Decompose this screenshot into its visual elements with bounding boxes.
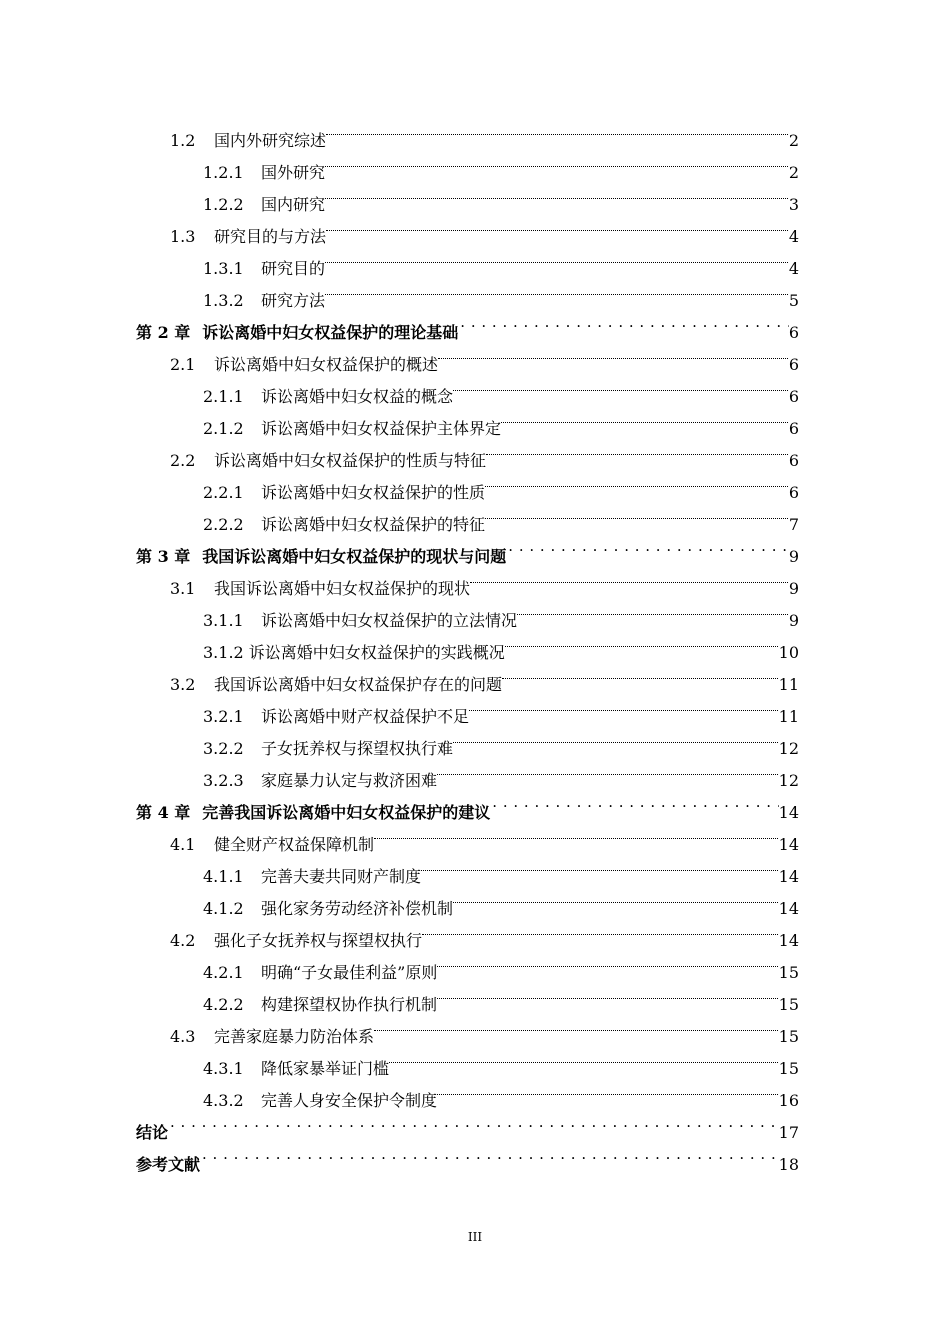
toc-row[interactable] [0,1042,950,1078]
toc-page-number: 11 [778,707,799,726]
toc-dot-leader [325,242,789,274]
toc-dot-leader [490,786,778,818]
toc-entry-number: 2.2.2 [203,515,244,534]
toc-entry-number: 1.3 [170,227,196,246]
toc-entry-number: 1.2 [170,131,196,150]
toc-entry-title: 子女抚养权与探望权执行难 [261,739,454,758]
toc-entry-title: 国内研究 [261,195,326,214]
toc-dot-leader [168,1106,779,1138]
toc-entry-title: 完善人身安全保护令制度 [261,1091,438,1110]
toc-row[interactable] [0,562,950,598]
toc-entry-title: 我国诉讼离婚中妇女权益保护的现状与问题 [202,547,507,566]
toc-entry-number: 4.2.1 [203,963,244,982]
toc-entry-number: 2.1.2 [203,419,244,438]
toc-page-number: 14 [778,867,799,886]
toc-entry-number: 1.3.2 [203,291,244,310]
toc-entry-title: 结论 [136,1123,169,1142]
toc-dot-leader [469,690,779,722]
toc-row[interactable] [0,786,950,822]
toc-page-number: 5 [788,291,799,310]
toc-entry-title: 强化家务劳动经济补偿机制 [261,899,454,918]
toc-dot-leader [453,722,779,754]
toc-dot-leader [421,850,779,882]
toc-entry-title: 诉讼离婚中妇女权益保护的特征 [261,515,486,534]
toc-page-number: 6 [788,419,799,438]
toc-page-number: 18 [778,1155,799,1174]
toc-page-number: 14 [778,899,799,918]
toc-row[interactable] [0,146,950,182]
toc-dot-leader [505,626,779,658]
toc-dot-leader [438,338,789,370]
toc-page-number: 4 [788,227,799,246]
toc-entry-number: 4.3 [170,1027,196,1046]
toc-row[interactable] [0,306,950,342]
toc-page-number: 6 [788,387,799,406]
toc-page-number: 14 [778,803,799,822]
toc-entry-number: 4.1.1 [203,867,244,886]
toc-dot-leader [502,658,779,690]
toc-dot-leader [506,530,789,562]
toc-row[interactable] [0,1010,950,1046]
toc-dot-leader [453,370,789,402]
toc-entry-number: 1.2.2 [203,195,244,214]
toc-entry-number: 3.2.1 [203,707,244,726]
toc-entry-number: 第 3 章 [136,547,191,566]
toc-row[interactable] [0,914,950,950]
toc-row[interactable] [0,338,950,374]
toc-dot-leader [326,210,789,242]
toc-row[interactable] [0,658,950,694]
toc-row[interactable] [0,498,950,534]
toc-page-number: 15 [778,1027,799,1046]
toc-entry-title: 我国诉讼离婚中妇女权益保护存在的问题 [214,675,503,694]
toc-row[interactable] [0,242,950,278]
toc-entry-number: 3.1.1 [203,611,244,630]
toc-dot-leader [437,754,779,786]
toc-entry-title: 降低家暴举证门槛 [261,1059,390,1078]
toc-row[interactable] [0,722,950,758]
toc-entry-title: 完善夫妻共同财产制度 [261,867,422,886]
toc-page-number: 17 [778,1123,799,1142]
toc-entry-title: 研究目的 [261,259,326,278]
toc-row[interactable] [0,114,950,150]
toc-page-number: 3 [788,195,799,214]
toc-page-number: 12 [778,739,799,758]
toc-entry-number: 第 2 章 [136,323,191,342]
toc-row[interactable] [0,178,950,214]
toc-dot-leader [374,1010,779,1042]
toc-row[interactable] [0,210,950,246]
toc-dot-leader [501,402,789,434]
toc-entry-number: 2.1.1 [203,387,244,406]
toc-row[interactable] [0,626,950,662]
toc-entry-number: 2.2.1 [203,483,244,502]
toc-page-number: 6 [788,323,799,342]
toc-entry[interactable] [136,1138,799,1181]
toc-page-number: 12 [778,771,799,790]
toc-entry-title: 家庭暴力认定与救济困难 [261,771,438,790]
toc-page-number: 6 [788,451,799,470]
toc-entry-title: 诉讼离婚中妇女权益保护的性质与特征 [214,451,487,470]
toc-entry-title: 明确“子女最佳利益”原则 [261,963,438,982]
toc-entry-title: 国外研究 [261,163,326,182]
toc-row[interactable] [0,530,950,566]
toc-dot-leader [389,1042,779,1074]
toc-row[interactable] [0,946,950,982]
toc-entry-number: 4.1.2 [203,899,244,918]
toc-page-number: 4 [788,259,799,278]
toc-page-number: 15 [778,995,799,1014]
toc-dot-leader [517,594,789,626]
toc-dot-leader [325,146,789,178]
toc-entry-number: 1.3.1 [203,259,244,278]
toc-row[interactable] [0,978,950,1014]
toc-entry-number: 3.2.2 [203,739,244,758]
toc-dot-leader [437,1074,779,1106]
toc-entry-title: 诉讼离婚中妇女权益保护的性质 [261,483,486,502]
toc-row[interactable] [0,370,950,406]
toc-dot-leader [437,946,778,978]
toc-entry-title: 强化子女抚养权与探望权执行 [214,931,423,950]
toc-row[interactable] [0,754,950,790]
toc-row[interactable] [0,402,950,438]
toc-row[interactable] [0,434,950,470]
toc-entry-number: 4.2 [170,931,196,950]
toc-page-number: 6 [788,483,799,502]
toc-entry-number: 2.2 [170,451,196,470]
toc-entry-title: 诉讼离婚中妇女权益的概念 [261,387,454,406]
toc-page-number: 11 [778,675,799,694]
toc-page-number: 15 [778,1059,799,1078]
toc-entry-title: 诉讼离婚中妇女权益保护主体界定 [261,419,502,438]
toc-row[interactable] [0,594,950,630]
toc-page-number: 6 [788,355,799,374]
toc-entry-title: 构建探望权协作执行机制 [261,995,438,1014]
toc-entry-title: 参考文献 [136,1155,201,1174]
toc-row[interactable] [0,1074,950,1110]
toc-page-number: 2 [788,163,799,182]
toc-entry-title: 诉讼离婚中财产权益保护不足 [261,707,470,726]
toc-entry-number: 4.1 [170,835,196,854]
toc-page-number: 16 [778,1091,799,1110]
toc-entry-title: 完善我国诉讼离婚中妇女权益保护的建议 [202,803,491,822]
toc-entry-title: 诉讼离婚中妇女权益保护的概述 [214,355,439,374]
toc-dot-leader [326,114,789,146]
toc-entry-title: 诉讼离婚中妇女权益保护的立法情况 [261,611,518,630]
toc-entry-number: 4.3.1 [203,1059,244,1078]
toc-entry-number: 4.2.2 [203,995,244,1014]
toc-row[interactable] [0,850,950,886]
toc-entry-number: 3.1 [170,579,196,598]
toc-dot-leader [458,306,789,338]
toc-dot-leader [374,818,779,850]
toc-entry-number: 第 4 章 [136,803,191,822]
toc-page-number: 10 [778,643,799,662]
toc-row[interactable] [0,690,950,726]
page-number-footer: III [467,1230,483,1244]
toc-entry-title: 3.1.2 诉讼离婚中妇女权益保护的实践概况 [203,643,505,662]
toc-entry-title: 研究方法 [261,291,326,310]
toc-dot-leader [422,914,779,946]
toc-dot-leader [485,466,789,498]
toc-entry-number: 1.2.1 [203,163,244,182]
toc-page-number: 9 [788,611,799,630]
toc-entry-title: 研究目的与方法 [214,227,327,246]
toc-entry-number: 3.2 [170,675,196,694]
toc-row[interactable] [0,1138,950,1174]
toc-entry-title: 我国诉讼离婚中妇女权益保护的现状 [214,579,471,598]
toc-entry-title: 国内外研究综述 [214,131,327,150]
toc-page-number: 9 [788,547,799,566]
toc-dot-leader [200,1138,779,1170]
toc-page-number: 9 [788,579,799,598]
toc-row[interactable] [0,882,950,918]
toc-dot-leader [453,882,779,914]
toc-page-number: 14 [778,835,799,854]
toc-dot-leader [325,178,789,210]
toc-dot-leader [485,498,789,530]
toc-dot-leader [486,434,789,466]
toc-row[interactable] [0,1106,950,1142]
toc-page-number: 15 [778,963,799,982]
toc-page-number: 2 [788,131,799,150]
toc-entry-number: 2.1 [170,355,196,374]
toc-entry-number: 4.3.2 [203,1091,244,1110]
table-of-contents [0,114,950,1174]
toc-row[interactable] [0,274,950,310]
toc-page-number: 14 [778,931,799,950]
toc-dot-leader [325,274,789,306]
toc-row[interactable] [0,818,950,854]
toc-entry-title: 完善家庭暴力防治体系 [214,1027,375,1046]
toc-page-number: 7 [788,515,799,534]
toc-row[interactable] [0,466,950,502]
toc-entry-title: 诉讼离婚中妇女权益保护的理论基础 [202,323,459,342]
toc-dot-leader [470,562,789,594]
toc-entry-title: 健全财产权益保障机制 [214,835,375,854]
toc-entry-number: 3.2.3 [203,771,244,790]
toc-dot-leader [437,978,779,1010]
